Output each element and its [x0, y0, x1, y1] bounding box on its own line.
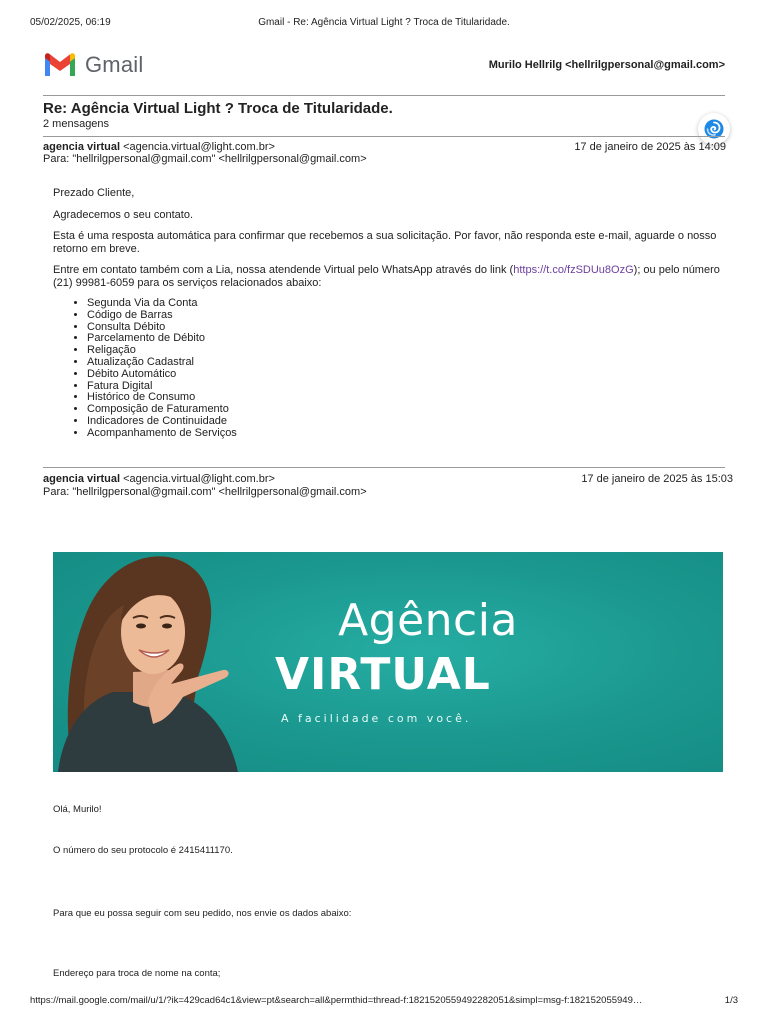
message2-address: Endereço para troca de nome na conta; [53, 968, 221, 979]
header-divider [43, 95, 725, 96]
list-item: • Parcelamento de Débito [87, 333, 723, 345]
message2-greeting: Olá, Murilo! [53, 804, 102, 815]
list-item: • Acompanhamento de Serviços [87, 428, 723, 440]
page-number: 1/3 [724, 995, 738, 1006]
message2-sender-email: <agencia.virtual@light.com.br> [120, 473, 275, 485]
gmail-m-icon [43, 52, 77, 78]
message2-sender [43, 473, 275, 485]
print-header [30, 17, 738, 31]
message1-recipient: Para: "hellrilgpersonal@gmail.com" <hellrilgpersonal@gmail.com> [43, 153, 367, 165]
list-item: • Fatura Digital [87, 381, 723, 393]
message1-sender-name: agencia virtual [43, 141, 121, 153]
message-count: 2 mensagens [43, 118, 110, 130]
list-item: • Composição de Faturamento [87, 404, 723, 416]
thread-subject: Re: Agência Virtual Light ? Troca de Titularidade. [43, 100, 393, 117]
print-footer [30, 995, 738, 1009]
list-item: • Consulta Débito [87, 322, 723, 334]
message2-sender-name: agencia virtual [43, 473, 121, 485]
account-label: Murilo Hellrilg <hellrilgpersonal@gmail.com> [488, 59, 725, 71]
message1-thanks: Agradecemos o seu contato. [53, 208, 194, 221]
message1-auto-reply: Esta é uma resposta automática para confirmar que recebemos a sua solicitação. Por favor, não responda este e-mail, aguarde o nosso retorno em breve. [53, 230, 717, 255]
message2-date: 17 de janeiro de 2025 às 15:03 [581, 473, 733, 485]
message1-sender-email: <agencia.virtual@light.com.br> [120, 141, 275, 153]
list-item: • Atualização Cadastral [87, 357, 723, 369]
message2-recipient: Para: "hellrilgpersonal@gmail.com" <hellrilgpersonal@gmail.com> [43, 486, 367, 498]
banner-tagline: A facilidade com você. [281, 712, 472, 725]
agencia-virtual-banner [53, 552, 723, 772]
banner-title-bold: VIRTUAL [275, 649, 491, 700]
list-item: • Débito Automático [87, 369, 723, 381]
message1-greeting: Prezado Cliente, [53, 187, 135, 199]
print-datetime: 05/02/2025, 06:19 [30, 17, 111, 28]
message1-sender [43, 141, 275, 153]
message2-request: Para que eu possa seguir com seu pedido, nos envie os dados abaixo: [53, 908, 352, 919]
message1-date: 17 de janeiro de 2025 às 14:09 [574, 141, 726, 153]
services-list [87, 298, 723, 440]
list-item: • Código de Barras [87, 310, 723, 322]
message1-contact: Entre em contato também com a Lia, nossa atendende Virtual pelo WhatsApp através do link (https://t.co/fzSDUu8OzG); ou pelo número (21) 99981-6059 para os serviços relacionados abaixo: [53, 264, 720, 289]
thread-divider [43, 136, 725, 137]
list-item: • Segunda Via da Conta [87, 298, 723, 310]
list-item: • Indicadores de Continuidade [87, 416, 723, 428]
banner-title: Agência [338, 595, 518, 646]
message2-protocol: O número do seu protocolo é 2415411170. [53, 845, 233, 856]
gmail-logo [43, 52, 143, 78]
message1-body [53, 187, 723, 440]
message-divider [43, 467, 725, 468]
list-item: • Histórico de Consumo [87, 392, 723, 404]
gmail-wordmark: Gmail [85, 52, 144, 77]
whatsapp-link[interactable]: https://t.co/fzSDUu8OzG [513, 264, 634, 276]
print-url: https://mail.google.com/mail/u/1/?ik=429cad64c1&view=pt&search=all&permthid=thread-f:1821520559492282051&simpl=msg-f:182152055949… [30, 995, 643, 1006]
print-title: Gmail - Re: Agência Virtual Light ? Troca de Titularidade. [258, 17, 510, 28]
list-item: • Religação [87, 345, 723, 357]
woman-photo-illustration [53, 552, 253, 772]
